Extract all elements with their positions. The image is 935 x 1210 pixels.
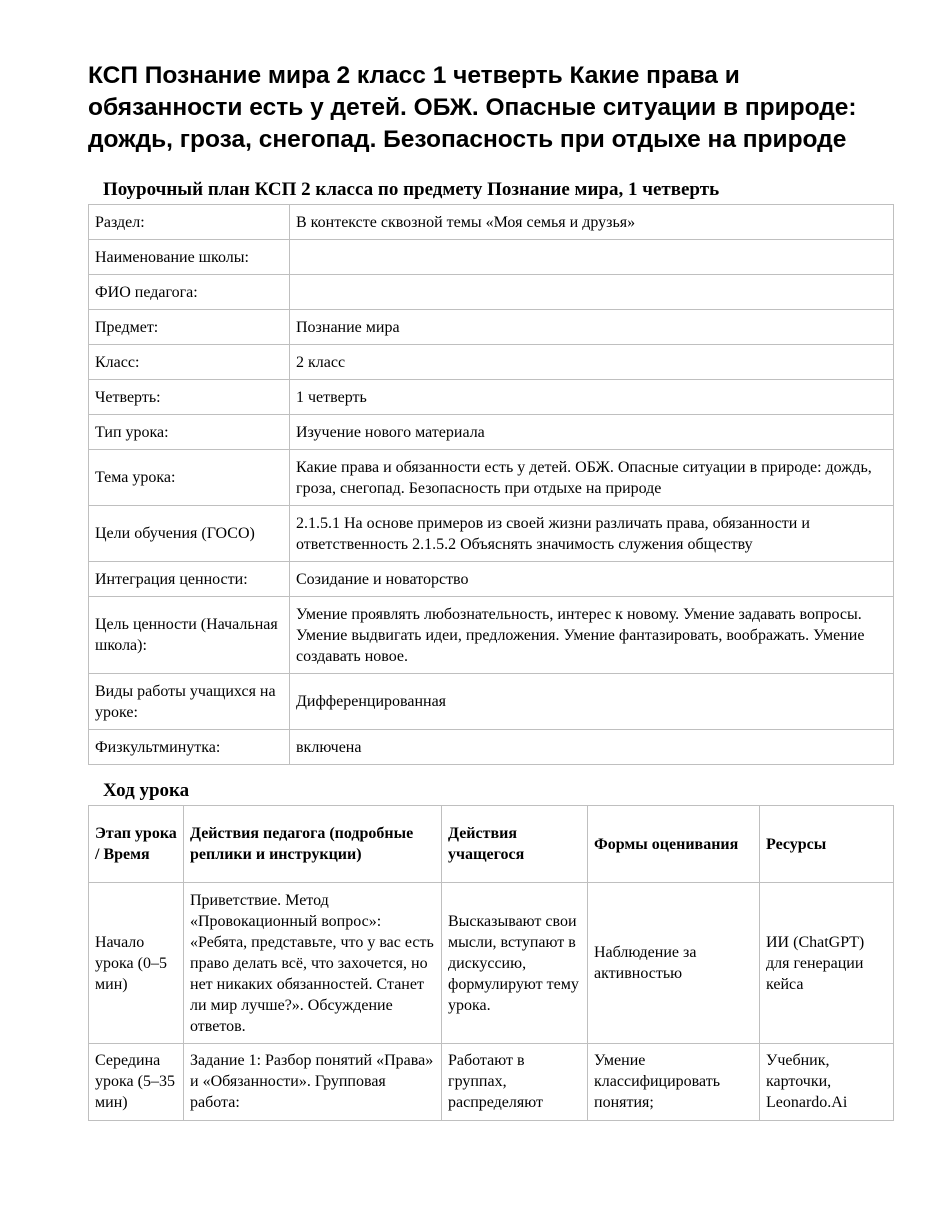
lesson-info-table [88,204,894,765]
column-header-assessment: Формы оценивания [588,806,760,883]
column-header-stage: Этап урока / Время [89,806,184,883]
table-row [89,205,894,240]
info-label: Раздел: [89,205,290,240]
column-header-student: Действия учащегося [442,806,588,883]
lesson-heading: Ход урока [103,780,190,801]
assessment-cell: Наблюдение за активностью [588,883,760,1044]
table-row [89,310,894,345]
table-row [89,883,894,1044]
stage-cell: Середина урока (5–35 мин) [89,1044,184,1121]
table-row [89,730,894,765]
table-row [89,345,894,380]
table-header-row [89,806,894,883]
info-label: ФИО педагога: [89,275,290,310]
info-value: Изучение нового материала [290,415,894,450]
stage-cell: Начало урока (0–5 мин) [89,883,184,1044]
table-row [89,240,894,275]
info-value: Какие права и обязанности есть у детей. ОБЖ. Опасные ситуации в природе: дождь, гроза, снегопад. Безопасность при отдыхе на природе [290,450,894,506]
info-value: 1 четверть [290,380,894,415]
table-row [89,562,894,597]
info-value: 2 класс [290,345,894,380]
info-label: Цели обучения (ГОСО) [89,506,290,562]
table-row [89,506,894,562]
info-value: Дифференцированная [290,674,894,730]
info-value: Созидание и новаторство [290,562,894,597]
document-title: КСП Познание мира 2 класс 1 четверть Какие права и обязанности есть у детей. ОБЖ. Опасные ситуации в природе: дождь, гроза, снегопад. Безопасность при отдыхе на природе [88,62,857,153]
info-value: Умение проявлять любознательность, интерес к новому. Умение задавать вопросы. Умение выдвигать идеи, предложения. Умение фантазировать, воображать. Умение создавать новое. [290,597,894,674]
table-row [89,597,894,674]
table-row [89,380,894,415]
info-value: Познание мира [290,310,894,345]
document-page [88,0,893,1121]
info-label: Цель ценности (Начальная школа): [89,597,290,674]
column-header-resources: Ресурсы [760,806,894,883]
table-row [89,275,894,310]
student-cell: Высказывают свои мысли, вступают в дискуссию, формулируют тему урока. [442,883,588,1044]
column-header-teacher: Действия педагога (подробные реплики и инструкции) [184,806,442,883]
table-row [89,674,894,730]
info-label: Физкультминутка: [89,730,290,765]
teacher-cell: Приветствие. Метод «Провокационный вопрос»: «Ребята, представьте, что у вас есть право делать всё, что захочется, но нет никаких обязанностей. Станет ли мир лучше?». Обсуждение ответов. [184,883,442,1044]
teacher-cell: Задание 1: Разбор понятий «Права» и «Обязанности». Групповая работа: [184,1044,442,1121]
table-row [89,415,894,450]
info-value [290,275,894,310]
table-row [89,450,894,506]
info-label: Предмет: [89,310,290,345]
info-label: Класс: [89,345,290,380]
resources-cell: Учебник, карточки, Leonardo.Ai [760,1044,894,1121]
assessment-cell: Умение классифицировать понятия; [588,1044,760,1121]
info-label: Четверть: [89,380,290,415]
info-label: Наименование школы: [89,240,290,275]
info-label: Тип урока: [89,415,290,450]
info-value [290,240,894,275]
resources-cell: ИИ (ChatGPT) для генерации кейса [760,883,894,1044]
student-cell: Работают в группах, распределяют [442,1044,588,1121]
table-row [89,1044,894,1121]
plan-heading: Поурочный план КСП 2 класса по предмету Познание мира, 1 четверть [103,179,720,200]
info-label: Интеграция ценности: [89,562,290,597]
info-label: Тема урока: [89,450,290,506]
info-value: включена [290,730,894,765]
info-label: Виды работы учащихся на уроке: [89,674,290,730]
info-value: 2.1.5.1 На основе примеров из своей жизни различать права, обязанности и ответственность 2.1.5.2 Объяснять значимость служения обществу [290,506,894,562]
lesson-flow-table [88,805,894,1121]
info-value: В контексте сквозной темы «Моя семья и друзья» [290,205,894,240]
